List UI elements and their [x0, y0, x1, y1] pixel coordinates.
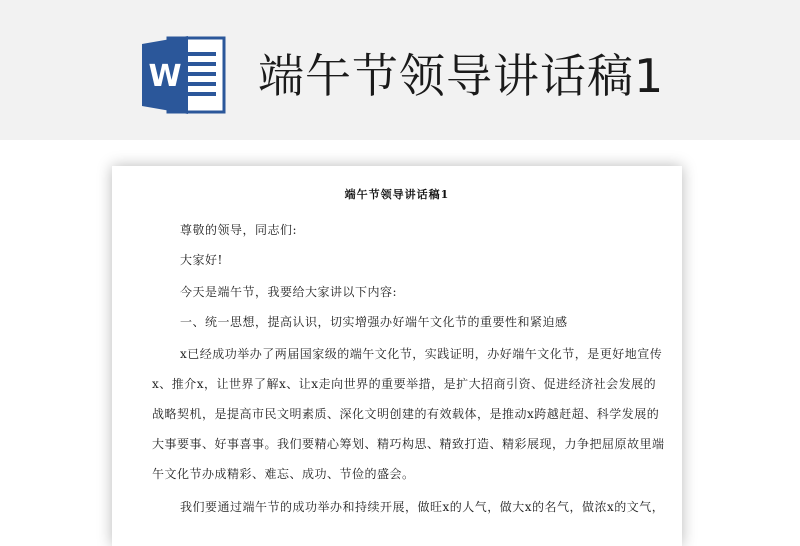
header-banner — [0, 0, 800, 140]
paragraph-body-line: x、推介x，让世界了解x、让x走向世界的重要举措，是扩大招商引资、促进经济社会发展的 — [152, 377, 657, 391]
paragraph-salutation: 尊敬的领导，同志们: — [180, 223, 298, 237]
word-icon-letter: W — [148, 59, 182, 94]
document-page — [112, 166, 682, 546]
paragraph-body-line: 大事要事、好事喜事。我们要精心筹划、精巧构思、精致打造、精彩展现，力争把屈原故里端 — [152, 437, 665, 451]
paragraph-body-line: x已经成功举办了两届国家级的端午文化节，实践证明，办好端午文化节，是更好地宣传 — [180, 347, 663, 361]
paragraph-section-heading: 一、统一思想，提高认识，切实增强办好端午文化节的重要性和紧迫感 — [180, 315, 568, 329]
paragraph-body-line: 我们要通过端午节的成功举办和持续开展，做旺x的人气，做大x的名气，做浓x的文气， — [180, 500, 665, 514]
paragraph-intro: 今天是端午节，我要给大家讲以下内容: — [180, 285, 398, 299]
document-heading: 端午节领导讲话稿1 — [258, 49, 665, 103]
word-document-icon — [140, 34, 228, 116]
paragraph-body-line: 战略契机，是提高市民文明素质、深化文明创建的有效载体，是推动x跨越赶超、科学发展的 — [152, 407, 660, 421]
page-title: 端午节领导讲话稿1 — [344, 188, 450, 201]
paragraph-body-line: 午文化节办成精彩、难忘、成功、节俭的盛会。 — [152, 467, 415, 481]
paragraph-greeting: 大家好! — [180, 253, 223, 267]
